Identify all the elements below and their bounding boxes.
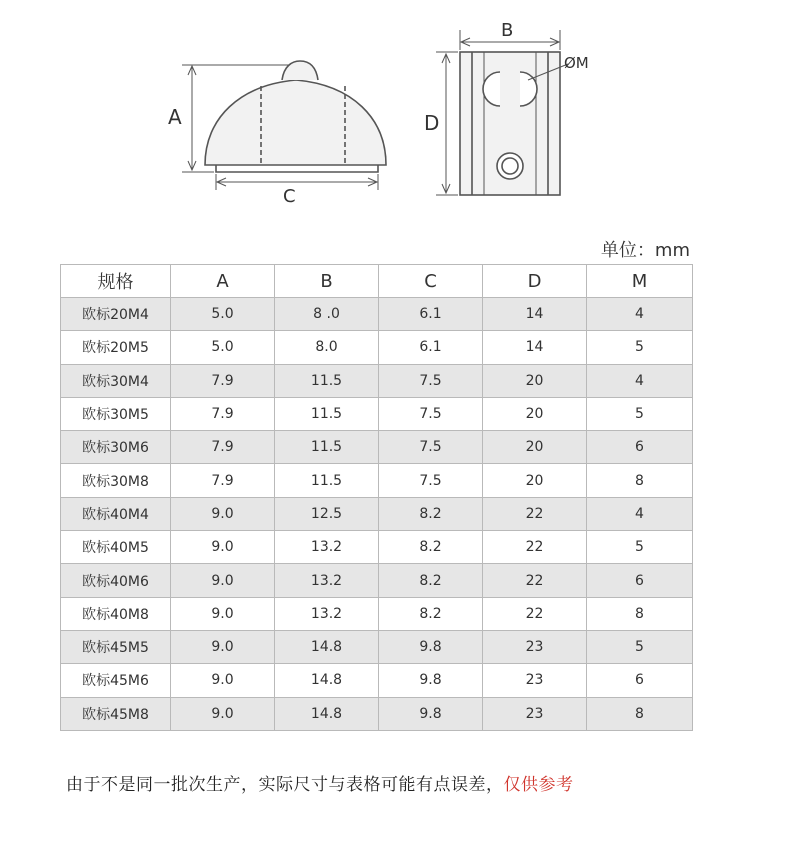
table-row: [61, 397, 693, 430]
front-view: [182, 61, 386, 190]
cell-c: 9.8: [379, 630, 483, 663]
cell-d: 20: [483, 364, 587, 397]
cell-d: 14: [483, 298, 587, 331]
cell-a: 5.0: [171, 298, 275, 331]
cell-a: 9.0: [171, 564, 275, 597]
cell-b: 14.8: [275, 664, 379, 697]
table-row: [61, 597, 693, 630]
label-a: A: [168, 105, 182, 129]
cell-c: 9.8: [379, 664, 483, 697]
cell-spec: 欧标40M8: [61, 597, 171, 630]
cell-spec: 欧标30M5: [61, 397, 171, 430]
cell-b: 11.5: [275, 397, 379, 430]
cell-b: 14.8: [275, 630, 379, 663]
cell-m: 6: [587, 431, 693, 464]
cell-a: 9.0: [171, 630, 275, 663]
table-row: [61, 664, 693, 697]
side-view: [436, 30, 568, 195]
cell-b: 14.8: [275, 697, 379, 730]
disclaimer-highlight: 仅供参考: [503, 775, 574, 795]
cell-spec: 欧标30M8: [61, 464, 171, 497]
cell-d: 22: [483, 531, 587, 564]
table-row: [61, 697, 693, 730]
cell-m: 5: [587, 397, 693, 430]
cell-d: 20: [483, 431, 587, 464]
cell-d: 23: [483, 697, 587, 730]
unit-label: 单位：mm: [600, 240, 690, 261]
cell-b: 11.5: [275, 364, 379, 397]
cell-spec: 欧标40M5: [61, 531, 171, 564]
table-row: [61, 630, 693, 663]
cell-a: 7.9: [171, 364, 275, 397]
cell-d: 23: [483, 664, 587, 697]
table-row: [61, 431, 693, 464]
cell-m: 8: [587, 697, 693, 730]
label-c: C: [283, 186, 296, 207]
cell-m: 5: [587, 331, 693, 364]
cell-c: 6.1: [379, 298, 483, 331]
header-d: D: [483, 265, 587, 298]
cell-b: 11.5: [275, 431, 379, 464]
cell-d: 23: [483, 630, 587, 663]
cell-spec: 欧标45M5: [61, 630, 171, 663]
label-b: B: [501, 20, 514, 41]
cell-spec: 欧标20M5: [61, 331, 171, 364]
cell-c: 8.2: [379, 531, 483, 564]
cell-c: 6.1: [379, 331, 483, 364]
cell-a: 9.0: [171, 531, 275, 564]
cell-spec: 欧标20M4: [61, 298, 171, 331]
label-m: ØM: [564, 54, 589, 72]
label-d: D: [424, 111, 440, 135]
cell-b: 13.2: [275, 564, 379, 597]
cell-m: 4: [587, 497, 693, 530]
cell-d: 14: [483, 331, 587, 364]
cell-b: 8.0: [275, 331, 379, 364]
cell-c: 9.8: [379, 697, 483, 730]
cell-c: 8.2: [379, 597, 483, 630]
disclaimer-note: [66, 770, 574, 795]
cell-spec: 欧标45M8: [61, 697, 171, 730]
cell-m: 8: [587, 464, 693, 497]
cell-m: 6: [587, 664, 693, 697]
cell-d: 20: [483, 397, 587, 430]
cell-c: 7.5: [379, 397, 483, 430]
cell-a: 9.0: [171, 664, 275, 697]
cell-a: 5.0: [171, 331, 275, 364]
cell-d: 22: [483, 497, 587, 530]
cell-b: 13.2: [275, 531, 379, 564]
cell-m: 6: [587, 564, 693, 597]
table-row: [61, 464, 693, 497]
cell-b: 13.2: [275, 597, 379, 630]
cell-d: 22: [483, 597, 587, 630]
cell-a: 9.0: [171, 697, 275, 730]
header-c: C: [379, 265, 483, 298]
cell-spec: 欧标30M6: [61, 431, 171, 464]
table-row: [61, 497, 693, 530]
cell-spec: 欧标40M6: [61, 564, 171, 597]
cell-m: 8: [587, 597, 693, 630]
header-spec: 规格: [61, 265, 171, 298]
table-row: [61, 298, 693, 331]
technical-drawing: [0, 0, 790, 230]
table-header-row: [61, 265, 693, 298]
cell-a: 9.0: [171, 497, 275, 530]
table-row: [61, 564, 693, 597]
cell-c: 7.5: [379, 364, 483, 397]
cell-a: 7.9: [171, 464, 275, 497]
header-m: M: [587, 265, 693, 298]
table-row: [61, 331, 693, 364]
cell-c: 8.2: [379, 564, 483, 597]
cell-b: 11.5: [275, 464, 379, 497]
cell-d: 22: [483, 564, 587, 597]
cell-a: 7.9: [171, 431, 275, 464]
table-row: [61, 531, 693, 564]
table-row: [61, 364, 693, 397]
header-a: A: [171, 265, 275, 298]
cell-a: 9.0: [171, 597, 275, 630]
cell-spec: 欧标45M6: [61, 664, 171, 697]
cell-m: 4: [587, 364, 693, 397]
cell-m: 5: [587, 630, 693, 663]
cell-spec: 欧标40M4: [61, 497, 171, 530]
cell-a: 7.9: [171, 397, 275, 430]
cell-c: 7.5: [379, 431, 483, 464]
disclaimer-text: 由于不是同一批次生产，实际尺寸与表格可能有点误差，: [66, 775, 504, 795]
cell-d: 20: [483, 464, 587, 497]
cell-m: 5: [587, 531, 693, 564]
cell-b: 12.5: [275, 497, 379, 530]
spec-table: [60, 264, 693, 731]
cell-b: 8 .0: [275, 298, 379, 331]
cell-c: 7.5: [379, 464, 483, 497]
header-b: B: [275, 265, 379, 298]
cell-m: 4: [587, 298, 693, 331]
cell-c: 8.2: [379, 497, 483, 530]
cell-spec: 欧标30M4: [61, 364, 171, 397]
